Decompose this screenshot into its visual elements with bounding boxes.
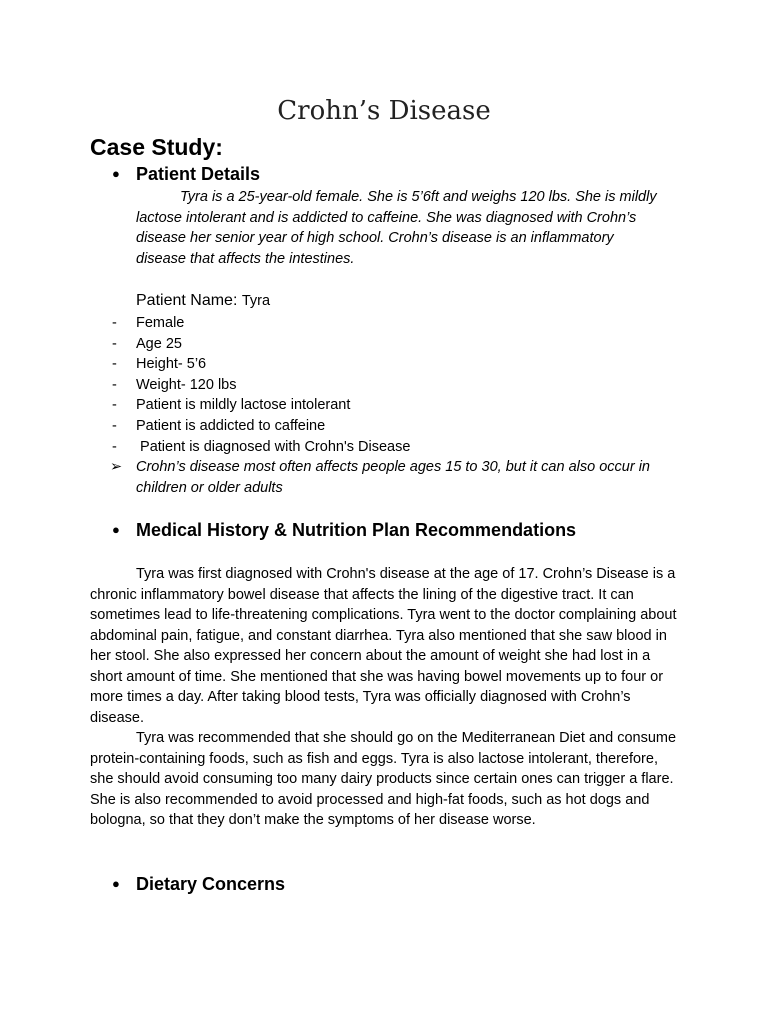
dash-icon: -: [112, 438, 117, 455]
list-item: - Patient is mildly lactose intolerant: [112, 395, 672, 416]
patient-name-value: Tyra: [241, 293, 271, 309]
patient-name-label: Patient Name:: [136, 292, 242, 309]
list-item: - Patient is diagnosed with Crohn's Disease: [112, 437, 672, 458]
dash-icon: -: [112, 335, 117, 352]
bullet-icon: ●: [112, 876, 120, 891]
dash-icon: -: [112, 397, 117, 414]
list-item: - Patient is addicted to caffeine: [112, 416, 672, 437]
dietary-concerns-heading: [112, 872, 285, 896]
patient-name-line: [136, 290, 270, 312]
patient-details-heading: [112, 162, 260, 186]
document-title: Crohn’s Disease: [277, 96, 491, 126]
dash-icon: -: [112, 315, 117, 331]
bullet-icon: ●: [112, 166, 120, 181]
patient-summary-paragraph: [136, 187, 666, 270]
medical-history-paragraph-1: Tyra was first diagnosed with Crohn's disease at the age of 17. Crohn’s Disease is a chronic inflammatory bowel disease that affects the lining of the digestive tract. It can sometimes lead to life-threatening complications. Tyra went to the doctor complaining about abdominal pain, fatigue, and constant diarrhea. Tyra also mentioned that she saw blood in her stool. She also expressed her concern about the amount of weight she had lost in a short amount of time. She mentioned that she was having bowel movements up to four or more times a day. After taking blood tests, Tyra was officially diagnosed with Crohn’s disease.: [90, 566, 677, 726]
list-item: - Age 25: [112, 334, 672, 355]
list-item: - Female: [112, 313, 672, 334]
bullet-icon: ●: [112, 522, 120, 537]
dash-icon: -: [112, 376, 117, 393]
list-item: - Weight- 120 lbs: [112, 375, 672, 396]
arrow-bullet-icon: ➢: [110, 459, 123, 476]
patient-facts-list: [112, 313, 672, 498]
dash-icon: -: [112, 356, 117, 373]
patient-summary-text: Tyra is a 25-year-old female. She is 5’6ft and weighs 120 lbs. She is mildly lactose intolerant and is addicted to caffeine. She was diagnosed with Crohn’s disease her senior year of high school. Crohn’s disease is an inflammatory disease that affects the intestines.: [136, 189, 657, 268]
list-item: - Height- 5’6: [112, 354, 672, 375]
dash-icon: -: [112, 417, 117, 434]
case-study-heading: Case Study:: [90, 134, 223, 160]
medical-history-paragraph-2: Tyra was recommended that she should go on the Mediterranean Diet and consume protein-containing foods, such as fish and eggs. Tyra is also lactose intolerant, therefore, she should avoid consuming too many dairy products since certain ones can trigger a flare. She is also recommended to avoid processed and high-fat foods, such as hot dogs and bologna, so that they don’t make the symptoms of her disease worse.: [90, 730, 677, 828]
age-note-item: ➢ Crohn’s disease most often affects people ages 15 to 30, but it can also occur in children or older adults: [110, 459, 650, 496]
medical-history-heading-text: Medical History & Nutrition Plan Recommendations: [136, 520, 577, 540]
patient-details-heading-text: Patient Details: [136, 164, 261, 184]
medical-history-heading: [112, 518, 576, 542]
dietary-concerns-heading-text: Dietary Concerns: [136, 874, 286, 894]
